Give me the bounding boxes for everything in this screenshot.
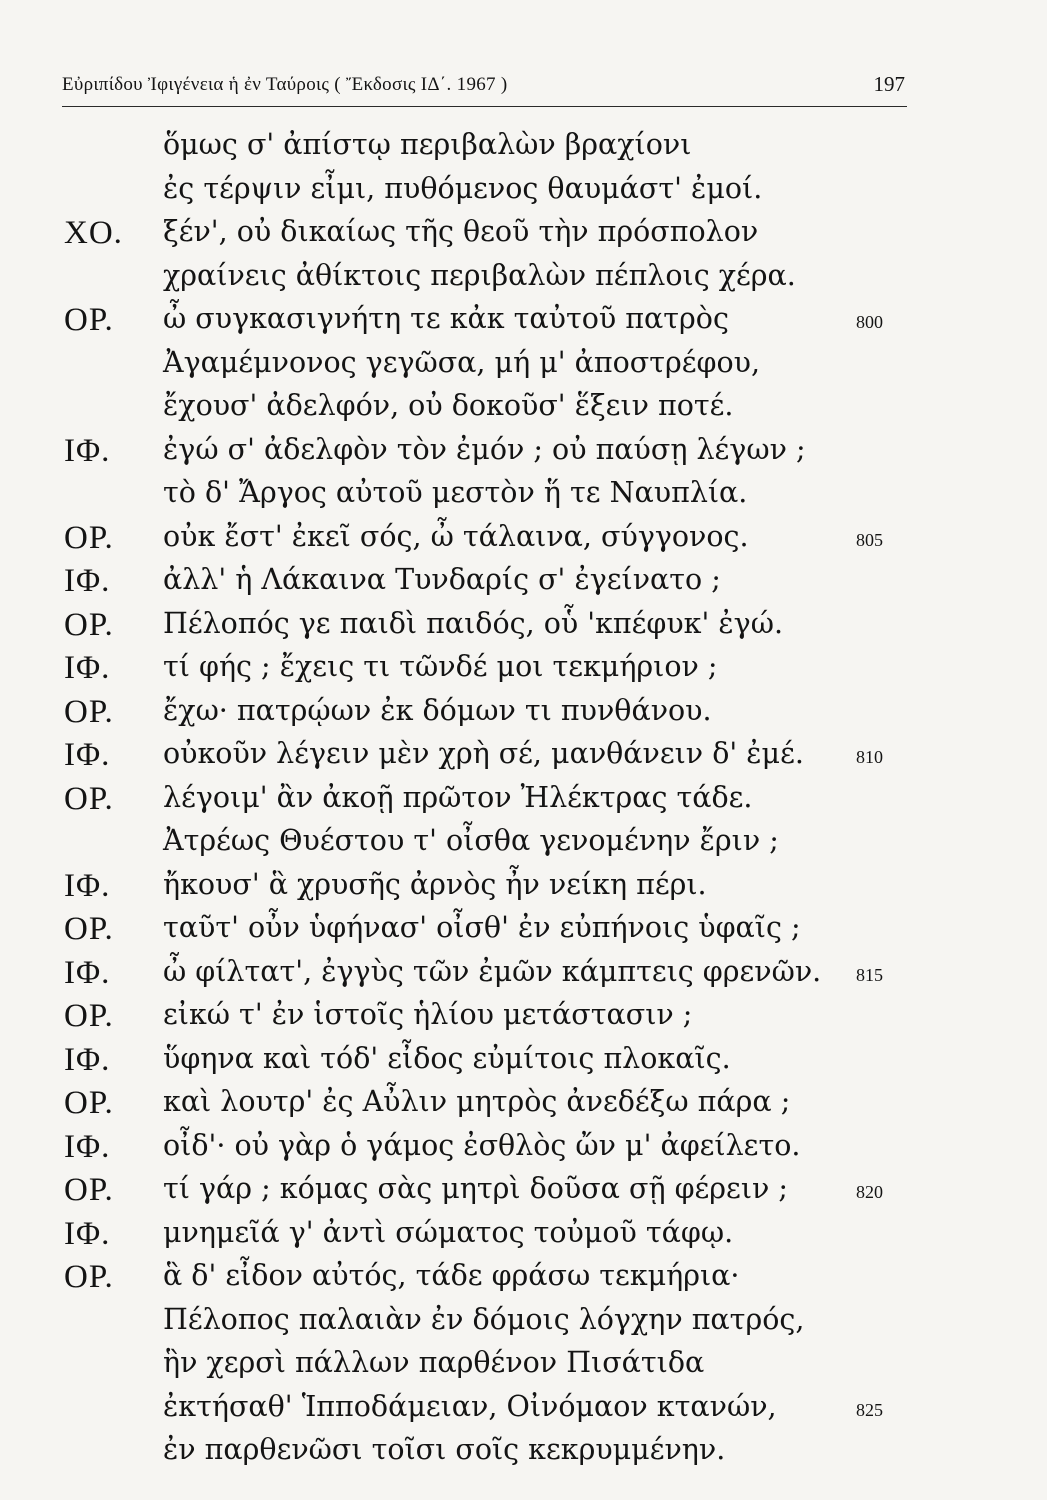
verse-text: ἐγώ σ' ἀδελφὸν τὸν ἐμόν ; οὐ παύσῃ λέγων ;: [163, 432, 806, 466]
speaker-label: ΟΡ.: [64, 302, 114, 338]
verse-text: Πέλοπος παλαιὰν ἐν δόμοις λόγχην πατρός,: [163, 1302, 805, 1336]
line-number: 805: [856, 529, 883, 550]
speaker-label: ΙΦ.: [64, 1041, 111, 1078]
verse-line: [0, 1433, 1047, 1483]
verse-text: καὶ λουτρ' ἐς Αὖλιν μητρὸς ἀνεδέξω πάρα ;: [163, 1085, 791, 1118]
speaker-label: ΟΡ.: [64, 998, 114, 1034]
verse-line: [0, 520, 1047, 570]
running-title: Εὐριπίδου Ἰφιγένεια ἡ ἐν Ταύροις ( Ἔκδοσις ΙΔ΄. 1967 ): [62, 74, 508, 95]
speaker-label: ΙΦ.: [64, 1215, 111, 1252]
verse-line: [0, 259, 1047, 309]
verse-text: οὐκ ἔστ' ἐκεῖ σός, ὦ τάλαινα, σύγγονος.: [163, 519, 749, 553]
verse-text: ὦ φίλτατ', ἐγγὺς τῶν ἐμῶν κάμπτεις φρενῶν.: [163, 954, 822, 988]
verse-line: [0, 1042, 1047, 1092]
verse-line: [0, 433, 1047, 483]
verse-line: [0, 737, 1047, 787]
verse-text: ἔχω· πατρῴων ἐκ δόμων τι πυνθάνου.: [163, 693, 712, 727]
verse-line: [0, 1129, 1047, 1179]
verse-line: [0, 911, 1047, 961]
verse-text: ὅμως σ' ἀπίστῳ περιβαλὼν βραχίονι: [163, 128, 692, 161]
verse-line: [0, 1216, 1047, 1266]
line-number: 825: [856, 1399, 883, 1420]
speaker-label: ΟΡ.: [64, 780, 114, 817]
speaker-label: ΟΡ.: [64, 1259, 114, 1295]
speaker-label: ΟΡ.: [64, 1172, 114, 1208]
verse-text: λέγοιμ' ἂν ἀκοῇ πρῶτον Ἠλέκτρας τάδε.: [163, 780, 753, 814]
speaker-label: ΙΦ.: [64, 737, 111, 773]
verse-text: τί φής ; ἔχεις τι τῶνδέ μοι τεκμήριον ;: [163, 650, 718, 683]
speaker-label: ΟΡ.: [64, 1085, 114, 1121]
verse-line: [0, 172, 1047, 222]
speaker-label: ΙΦ.: [64, 867, 111, 904]
verse-text: εἰκώ τ' ἐν ἱστοῖς ἡλίου μετάστασιν ;: [163, 998, 693, 1031]
verse-line: [0, 781, 1047, 831]
verse-line: [0, 1172, 1047, 1222]
verse-line: [0, 476, 1047, 526]
verse-line: [0, 346, 1047, 396]
speaker-label: ΙΦ.: [64, 1128, 111, 1165]
verse-line: [0, 302, 1047, 352]
verse-text: ἔχουσ' ἀδελφόν, οὐ δοκοῦσ' ἕξειν ποτέ.: [163, 389, 734, 422]
speaker-label: ΙΦ.: [64, 432, 111, 469]
verse-text: μνημεῖά γ' ἀντὶ σώματος τοὐμοῦ τάφῳ.: [163, 1215, 734, 1249]
verse-text: ξέν', οὐ δικαίως τῆς θεοῦ τὴν πρόσπολον: [163, 215, 759, 248]
verse-text: τὸ δ' Ἄργος αὐτοῦ μεστὸν ἥ τε Ναυπλία.: [163, 476, 748, 509]
speaker-label: ΟΡ.: [64, 693, 114, 730]
line-number: 800: [856, 312, 883, 332]
verse-line: [0, 868, 1047, 918]
verse-text: οἶδ'· οὐ γὰρ ὁ γάμος ἐσθλὸς ὤν μ' ἀφείλετο.: [163, 1128, 801, 1162]
verse-line: [0, 998, 1047, 1048]
verse-line: [0, 1346, 1047, 1396]
speaker-label: ΧΟ.: [64, 215, 123, 251]
verse-text: ἐς τέρψιν εἶμι, πυθόμενος θαυμάστ' ἐμοί.: [163, 171, 763, 205]
verse-text: τί γάρ ; κόμας σὰς μητρὶ δοῦσα σῇ φέρειν ;: [163, 1172, 788, 1205]
verse-text: χραίνεις ἀθίκτοις περιβαλὼν πέπλοις χέρα.: [163, 258, 796, 292]
line-number: 820: [856, 1182, 883, 1202]
verse-line: [0, 1390, 1047, 1440]
verse-line: [0, 1259, 1047, 1309]
verse-text: Ἀγαμέμνονος γεγῶσα, μή μ' ἀποστρέφου,: [163, 345, 760, 379]
verse-line: [0, 824, 1047, 874]
line-number: 815: [856, 964, 883, 985]
speaker-label: ΙΦ.: [64, 954, 111, 991]
page-number: 197: [873, 72, 905, 96]
verse-text: Ἀτρέως Θυέστου τ' οἶσθα γενομένην ἔριν ;: [163, 824, 779, 857]
verse-line: [0, 215, 1047, 265]
speaker-label: ΟΡ.: [64, 606, 114, 643]
verse-text: ἃ δ' εἶδον αὐτός, τάδε φράσω τεκμήρια·: [163, 1259, 740, 1292]
verse-line: [0, 650, 1047, 700]
verse-line: [0, 1085, 1047, 1135]
speaker-label: ΟΡ.: [64, 911, 114, 947]
verse-text: ἐν παρθενῶσι τοῖσι σοῖς κεκρυμμένην.: [163, 1433, 726, 1466]
verse-text: Πέλοπός γε παιδὶ παιδός, οὗ 'κπέφυκ' ἐγώ.: [163, 606, 784, 640]
line-number: 810: [856, 747, 883, 767]
speaker-label: ΟΡ.: [64, 519, 114, 556]
verse-line: [0, 1303, 1047, 1353]
verse-line: [0, 128, 1047, 178]
speaker-label: ΙΦ.: [64, 650, 111, 686]
verse-line: [0, 607, 1047, 657]
verse-text: ὦ συγκασιγνήτη τε κἀκ ταὐτοῦ πατρὸς: [163, 302, 729, 335]
verse-text: ὕφηνα καὶ τόδ' εἶδος εὐμίτοις πλοκαῖς.: [163, 1041, 731, 1075]
verse-text: οὐκοῦν λέγειν μὲν χρὴ σέ, μανθάνειν δ' ἐμέ.: [163, 737, 804, 770]
verse-text: ταῦτ' οὖν ὑφήνασ' οἶσθ' ἐν εὐπήνοις ὑφαῖς ;: [163, 911, 801, 944]
verse-text: ἐκτήσαθ' Ἱπποδάμειαν, Οἰνόμαον κτανών,: [163, 1389, 777, 1423]
verse-line: [0, 955, 1047, 1005]
verse-line: [0, 389, 1047, 439]
verse-line: [0, 563, 1047, 613]
verse-text: ἣν χερσὶ πάλλων παρθένον Πισάτιδα: [163, 1346, 705, 1379]
verse-line: [0, 694, 1047, 744]
verse-text: ἀλλ' ἡ Λάκαινα Τυνδαρίς σ' ἐγείνατο ;: [163, 563, 721, 596]
verse-text: ἤκουσ' ἃ χρυσῆς ἀρνὸς ἦν νείκη πέρι.: [163, 867, 707, 901]
speaker-label: ΙΦ.: [64, 563, 111, 599]
